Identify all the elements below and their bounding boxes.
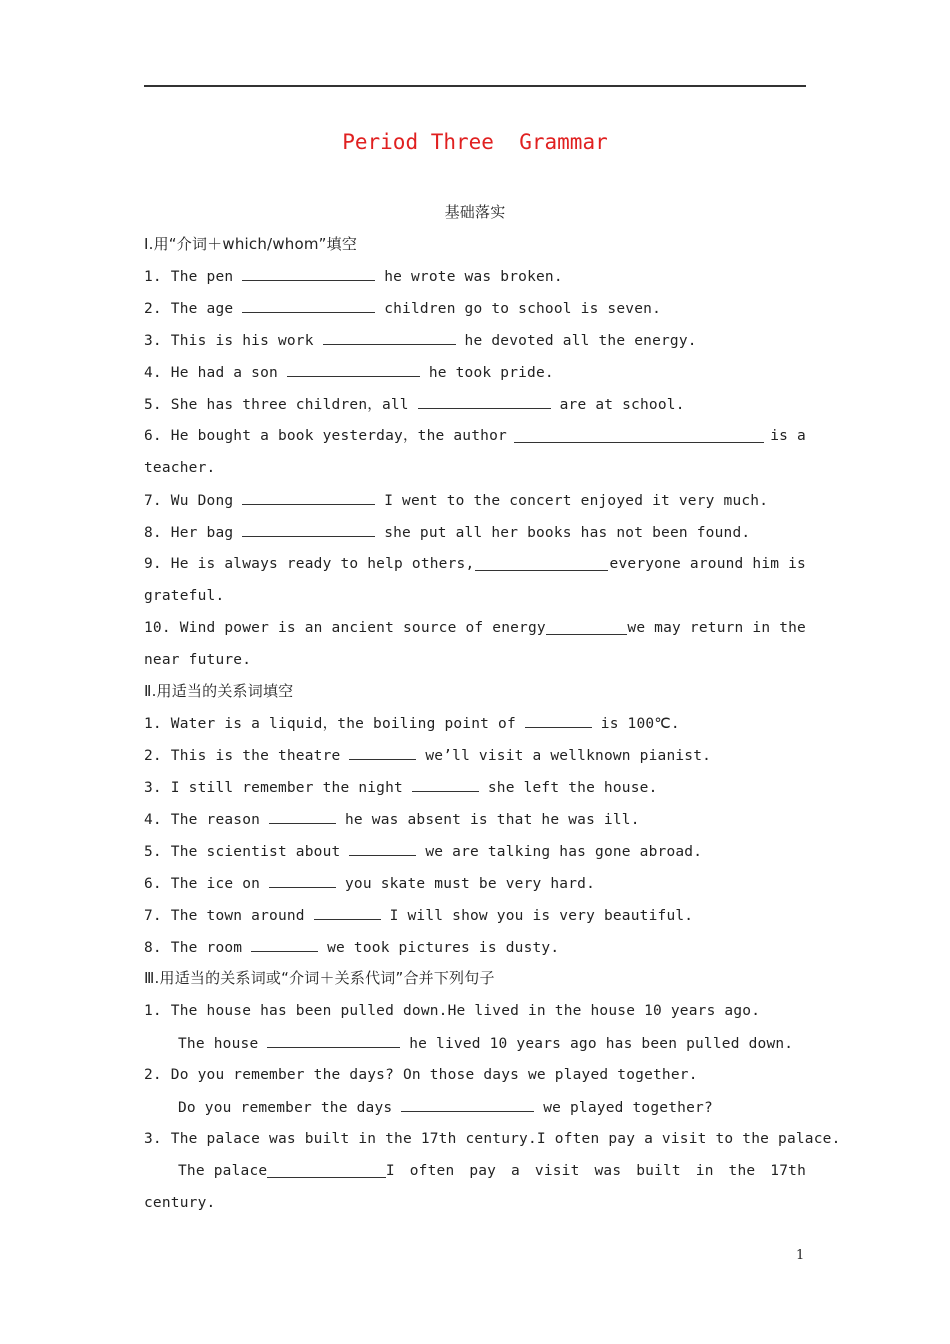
s2-item-3: 3. I still remember the night she left the house. [144, 780, 658, 796]
answer-blank[interactable] [269, 810, 336, 824]
answer-blank[interactable] [412, 778, 479, 792]
s1-item-9-cont: grateful. [144, 588, 225, 604]
answer-blank[interactable] [401, 1098, 534, 1112]
answer-blank[interactable] [242, 267, 375, 281]
s1-item-10-cont: near future. [144, 652, 252, 668]
s3-answer-3: The palace I often pay a visit was built in the 17th [178, 1163, 806, 1179]
answer-blank[interactable] [287, 363, 420, 377]
answer-blank[interactable] [267, 1164, 386, 1178]
answer-blank[interactable] [546, 621, 628, 635]
s2-item-2: 2. This is the theatre we’ll visit a wellknown pianist. [144, 748, 712, 764]
answer-blank[interactable] [251, 938, 318, 952]
s2-item-5: 5. The scientist about we are talking has gone abroad. [144, 844, 703, 860]
s1-item-5: 5. She has three children，all are at school. [144, 397, 685, 413]
answer-blank[interactable] [475, 557, 608, 571]
s1-item-2: 2. The age children go to school is seven. [144, 301, 662, 317]
s1-item-7: 7. Wu Dong I went to the concert enjoyed it very much. [144, 493, 769, 509]
s2-item-4: 4. The reason he was absent is that he was ill. [144, 812, 640, 828]
answer-blank[interactable] [267, 1034, 400, 1048]
s2-item-7: 7. The town around I will show you is very beautiful. [144, 908, 694, 924]
answer-blank[interactable] [269, 874, 336, 888]
answer-blank[interactable] [349, 746, 416, 760]
section-1-heading: Ⅰ.用“介词＋which/whom”填空 [144, 235, 358, 253]
answer-blank[interactable] [418, 395, 551, 409]
subtitle: 基础落实 [444, 203, 506, 221]
answer-blank[interactable] [349, 842, 416, 856]
s3-question-2: 2. Do you remember the days? On those days we played together. [144, 1067, 698, 1083]
s1-item-10: 10. Wind power is an ancient source of energy we may return in the [144, 620, 806, 636]
s1-item-8: 8. Her bag she put all her books has not been found. [144, 525, 751, 541]
s1-item-6: 6. He bought a book yesterday，the author is a [144, 428, 806, 444]
answer-blank[interactable] [242, 299, 375, 313]
page-number: 1 [796, 1248, 805, 1263]
s2-item-8: 8. The room we took pictures is dusty. [144, 940, 560, 956]
section-3-heading: Ⅲ.用适当的关系词或“介词＋关系代词”合并下列句子 [144, 969, 495, 987]
answer-blank[interactable] [314, 906, 381, 920]
s1-item-9: 9. He is always ready to help others, everyone around him is [144, 556, 806, 572]
section-2-heading: Ⅱ.用适当的关系词填空 [144, 682, 294, 700]
s3-answer-2: Do you remember the days we played together? [178, 1100, 713, 1116]
s3-question-3: 3. The palace was built in the 17th century.I often pay a visit to the palace. [144, 1131, 841, 1147]
s3-answer-1: The house he lived 10 years ago has been pulled down. [178, 1036, 794, 1052]
s3-question-1: 1. The house has been pulled down.He lived in the house 10 years ago. [144, 1003, 761, 1019]
s3-answer-3-cont: century. [144, 1195, 216, 1211]
s1-item-3: 3. This is his work he devoted all the energy. [144, 333, 697, 349]
s1-item-1: 1. The pen he wrote was broken. [144, 269, 563, 285]
answer-blank[interactable] [242, 491, 375, 505]
s1-item-6-cont: teacher. [144, 460, 216, 476]
s2-item-6: 6. The ice on you skate must be very hard. [144, 876, 596, 892]
answer-blank[interactable] [514, 429, 764, 443]
answer-blank[interactable] [323, 331, 456, 345]
s2-item-1: 1. Water is a liquid，the boiling point of is 100℃. [144, 716, 680, 732]
s1-item-4: 4. He had a son he took pride. [144, 365, 554, 381]
header-rule [144, 85, 806, 87]
answer-blank[interactable] [525, 714, 592, 728]
page-title: Period Three Grammar [342, 130, 608, 154]
answer-blank[interactable] [242, 523, 375, 537]
